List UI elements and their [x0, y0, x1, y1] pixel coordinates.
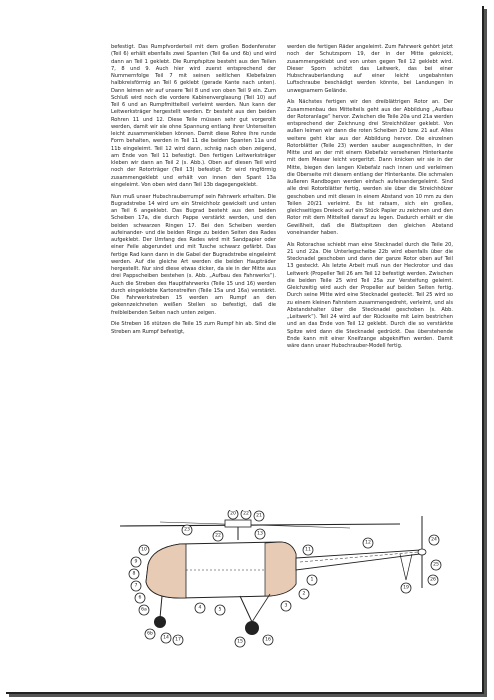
callout — [228, 510, 238, 519]
callout-label: 9 — [134, 559, 138, 565]
text-column-left — [111, 44, 276, 544]
tail-skid — [400, 554, 412, 580]
callout — [215, 605, 225, 615]
helicopter-drawing — [100, 510, 480, 660]
callout — [129, 569, 139, 579]
callout — [303, 545, 313, 555]
callout — [401, 583, 411, 593]
callout-label: 17 — [175, 637, 181, 643]
callout — [131, 581, 141, 591]
cabin-glazing — [146, 544, 186, 598]
callout — [254, 511, 264, 521]
callout — [161, 633, 171, 643]
callout-label: 16 — [265, 637, 271, 643]
callout — [428, 575, 438, 585]
callout — [139, 545, 149, 555]
rotor-hub — [225, 520, 251, 527]
callout-label: 20 — [230, 511, 236, 517]
callout — [263, 635, 273, 645]
callout-label: 22 — [243, 511, 249, 517]
callout-label: 14 — [163, 635, 169, 641]
callout-label: 26 — [430, 577, 436, 583]
main-gear-strut — [240, 596, 252, 622]
callout-label: 12 — [365, 540, 371, 546]
callout — [195, 603, 205, 613]
callout — [307, 575, 317, 585]
callout — [299, 589, 309, 599]
callout — [431, 560, 441, 570]
rear-shading — [265, 542, 296, 596]
callout — [255, 529, 265, 539]
tail-rotor-hub — [418, 549, 426, 555]
paragraph: werden die fertigen Räder angeleimt. Zum Fahrwerk gehört jetzt noch der Schutzsporn 19, der in der Mitte geknickt, zusammengeklebt und von unten gegen Teil 12 geklebt wird. Dieser Sporn schützt das Leitwerk, das bei einer Hubschrauberlandung auf einer leicht ungebahnten Luftschraube beschädigt werden könnte, bei Landungen in unwegsamem Gelände. — [287, 44, 453, 94]
callout — [131, 557, 141, 567]
callout — [429, 535, 439, 545]
callout — [173, 635, 183, 645]
main-wheel — [245, 621, 259, 635]
callout — [235, 637, 245, 647]
callout-label: 8 — [132, 571, 136, 577]
callout-label: 25 — [433, 562, 439, 568]
callout-label: 4 — [198, 605, 202, 611]
callout — [281, 601, 291, 611]
callout — [241, 510, 251, 519]
callout-label: 6a — [141, 607, 147, 613]
callout-label: 3 — [284, 603, 288, 609]
callout-label: 23 — [184, 527, 190, 533]
callout-label: 19 — [403, 585, 409, 591]
callout-label: 15 — [237, 639, 243, 645]
callout-label: 11 — [305, 547, 311, 553]
callout-label: 10 — [141, 547, 147, 553]
callout-label: 24 — [431, 537, 437, 543]
callout — [213, 531, 223, 541]
callout-label: 2 — [302, 591, 306, 597]
paragraph: Als Rotorachse schiebt man eine Stecknadel durch die Teile 20, 21 und 22a. Die Unterlegscheibe 22b wird ebenfalls über die Stecknadel geschoben und dann der ganze Rotor oben auf Teil 13 gesteckt. Als letzte Arbeit muß nun der Heckrotor und das Leitwerk (Propeller Teil 26 am Teil 12 befestigt werden. Zwischen die beiden Teile 25 wird Teil 25a zur Versteifung geleimt. Gleichzeitig wird auch der Propeller auf beiden Seiten fertig. Durch seine Mitte wird eine Stecknadel gesteckt. Teil 25 wird so zu einem kleinen Fahrstern zusammengedreht, verleimt, und als Abstandshalter über die Stecknadel geschoben (s. Abb. „Leitwerk“). Teil 24 wird auf der Rückseite mit Leim bestrichen und an das Ende von Teil 12 geklebt. Durch die so verstärkte Spitze wird dann die Stecknadel gedrückt. Das überstehende Ende kann mit einer Kneifzange abgekniffen werden. Damit wäre dann unser Hubschrauber-Modell fertig. — [287, 241, 453, 349]
helicopter-assembly-diagram — [100, 510, 480, 660]
callout-label: 5 — [218, 607, 222, 613]
main-gear-brace — [252, 594, 270, 622]
callout — [139, 605, 149, 615]
callout-label: 7 — [134, 583, 138, 589]
paragraph: Die Streben 16 stützen die Teile 15 zum Rumpf hin ab. Sind die Streben am Rumpf befestigt, — [111, 321, 276, 335]
paragraph: befestigt. Das Rumpfvorderteil mit dem großen Bodenfenster (Teil 6) erhält ebenfalls zwei Spanten (Teil 6a und 6b) und wird dann an Teil 1 geklebt. Die Rumpfspitze besteht aus den Teilen 7, 8 und 9. Auch hier wird zuerst entsprechend der Nummernfolge Teil 7 mit seinen seitlichen Klebefalzen halbkreisförmig an Teil 6 geklebt (gerade Kante nach unten). Dann leimen wir auf unsere Teil 8 und von oben Teil 9 ein. Zum Schluß wird noch die vordere Kabinenverglasung (Teil 10) auf Teil 6 und an Rumpfmittelteil verleimt werden. Nun kann der Leitwerksträger hergestellt werden. Er besteht aus den beiden Rohren 11 und 12. Diese Teile müssen sehr gut vorgerollt werden, damit wir sie ohne Spannung entlang ihrer Unterseiten leicht zusammenkleben können. Damit diese Rohre ihre runde Form behalten, werden in Teil 11 die beiden Spanten 11a und 11b eingeleimt. Teil 12 wird dann, schräg nach oben zeigend, am Ende von Teil 11 befestigt. Den fertigen Leitwerksträger kleben wir dann an Teil 2 (s. Abb.). Oben auf diesen Teil wird noch der Rotorträger (Teil 13) befestigt. Er wird ringförmig zusammengeklebt und erhält von innen den Spant 13a eingeleimt. Von oben wird dann Teil 13b dagegengeklebt. — [111, 44, 276, 188]
nose-gear-strut — [160, 596, 162, 618]
callout — [145, 629, 155, 639]
paragraph: Als Nächstes fertigen wir den dreiblättrigen Rotor an. Der Zusammenbau des Mittelteils geht aus der Abbildung „Aufbau der Rotoranlage“ hervor. Zwischen die Teile 20a und 21a werden entsprechend der Zeichnung drei Streichhölzer geklebt. Von außen leimen wir dann die roten Scheiben 20 bzw. 21 auf. Alles weitere geht klar aus der Abbildung hervor. Die einzelnen Rotorblätter (Teile 23) werden sauber ausgeschnitten, in der Mitte und an der mit einem Klebefalz versehenen Hinterkante mit dem Messer leicht vorgeritzt. Dann knicken wir sie in der Mitte, biegen den langen Klebefalz nach innen und verleimen die Oberseite mit diesem entlang der Hinterkante. Die schmalen äußeren Randbogen werden einfach aufeinandergeleimt. Sind alle drei Rotorblätter fertig, werden sie über die Streichhölzer geschoben und mit diesen in einem Abstand von 10 mm zu den Teilen 20/21 verleimt. Es ist ratsam, sich ein großes, gleichseitiges Dreieck auf ein Stück Papier zu zeichnen und den Rotor mit dem Mittelteil darauf zu legen. Dadurch erhält er die Gewißheit, daß die Blattspitzen den gleichen Abstand voneinander haben. — [287, 99, 453, 236]
callout-label: 21 — [256, 513, 262, 519]
nose-wheel — [154, 616, 166, 628]
callout-label: 6b — [147, 631, 153, 637]
callout-label: 6 — [138, 595, 142, 601]
callout-label: 1 — [310, 577, 314, 583]
callout-label: 22 — [215, 533, 221, 539]
callout — [182, 525, 192, 535]
callout — [135, 593, 145, 603]
text-column-right — [287, 44, 453, 464]
callout-label: 13 — [257, 531, 263, 537]
paragraph: Nun muß unser Hubschrauberrumpf sein Fahrwerk erhalten. Die Bugradstrebe 14 wird um ein Streichholz gewickelt und unten an Teil 6 angeklebt. Das Bugrad besteht aus den beiden Scheiben 17a, die durch Pappe verstärkt werden, und den beiden schwarzen Ringen 17. Bei den Scheiben werden aufeinander- und die beiden Ringe zu beiden Seiten des Rades aufgeklebt. Der Umfang des Rades wird mit Sandpapier oder einer Feile abgerundet und mit Tusche schwarz gefärbt. Das fertige Rad kann dann in die Gabel der Bugradstrebe eingeleimt werden. Auf die gleiche Art werden die beiden Haupträder hergestellt. Nur sind diese etwas dicker, da sie in der Mitte aus drei Pappscheiben bestehen (s. Abb. „Aufbau des Fahrwerks“). Auch die Streben des Hauptfahrwerks (Teile 15 und 16) werden durch eingeklebte Kartonstreifen (Teile 15a und 16a) verstärkt. Die Fahrwerkstreben 15 werden am Rumpf an den gekennzeichneten weißen Stellen so befestigt, daß die freibleibenden Seiten nach unten zeigen. — [111, 193, 276, 316]
callout — [363, 538, 373, 548]
